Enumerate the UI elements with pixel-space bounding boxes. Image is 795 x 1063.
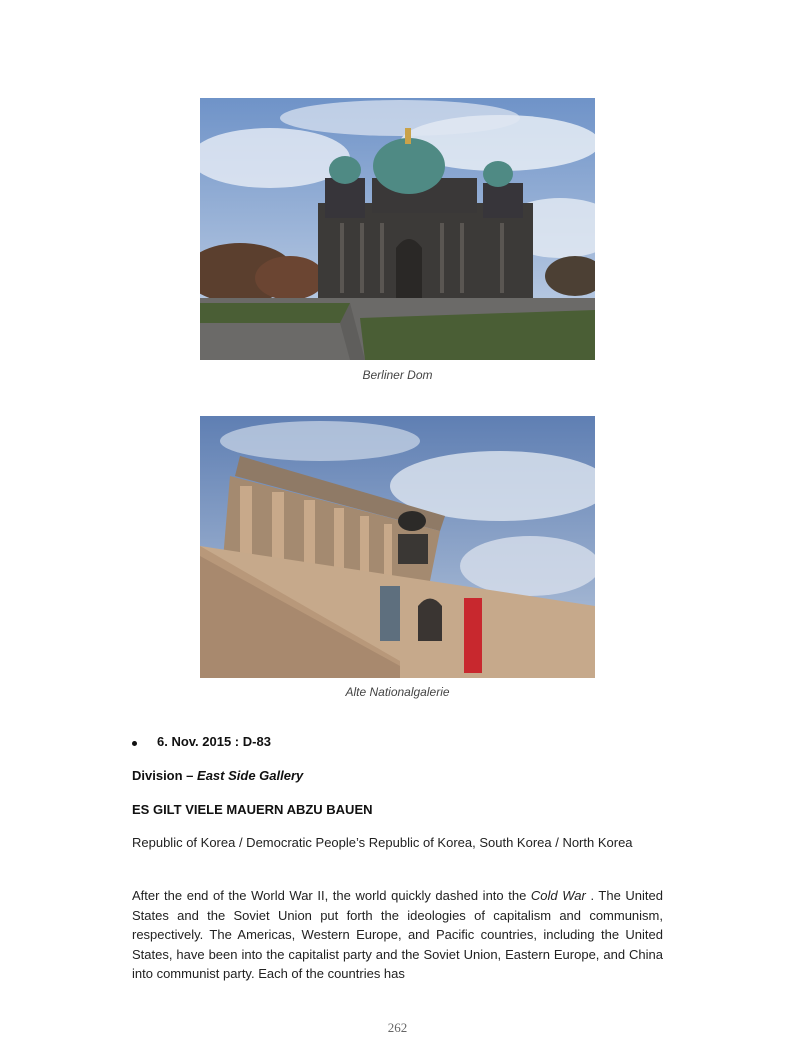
body-paragraph (132, 886, 663, 984)
division-label: Division – (132, 768, 198, 783)
berliner-dom-photo (200, 98, 595, 360)
body-text-rest: . The United States and the Soviet Union put forth the ideologies of capitalism and communism, respectively. The Americas, Western Europe, and Pacific countries, including the United States, have been into the capitalist party and the Soviet Union, Eastern Europe, and China into communist party. Each of the countries has (132, 888, 663, 981)
bullet-icon (132, 741, 137, 746)
countries-line: Republic of Korea / Democratic People’s Republic of Korea, South Korea / North Korea (132, 835, 633, 850)
body-emphasis: Cold War (530, 888, 586, 903)
figure-caption: Berliner Dom (362, 368, 433, 382)
division-name: East Side Gallery (197, 768, 304, 783)
figure-caption: Alte Nationalgalerie (345, 685, 450, 699)
entry-title: ES GILT VIELE MAUERN ABZU BAUEN (132, 802, 373, 817)
entry-date: 6. Nov. 2015 : D-83 (157, 734, 271, 749)
page-number: 262 (387, 1020, 408, 1035)
division-heading (132, 768, 303, 783)
alte-nationalgalerie-photo (200, 416, 595, 678)
body-text-start: After the end of the World War II, the world quickly dashed into the (132, 888, 531, 903)
